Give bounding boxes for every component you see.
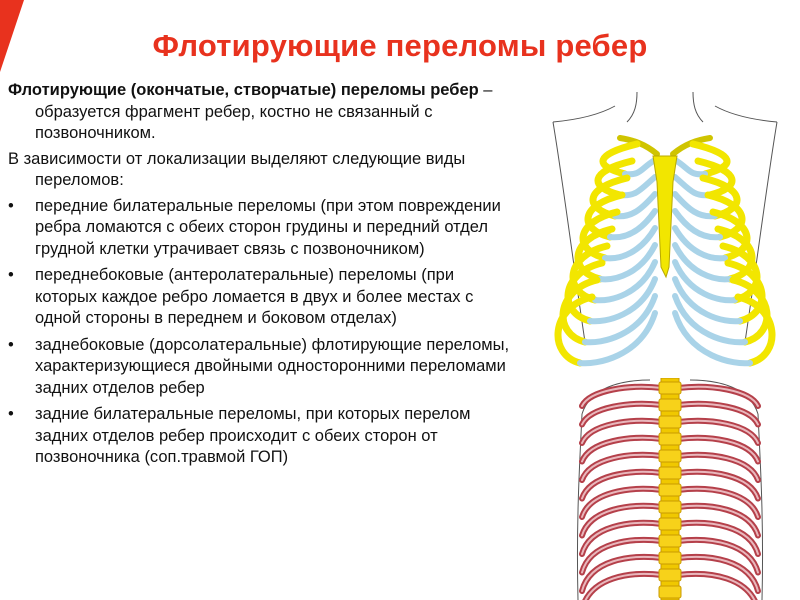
vertebra — [659, 484, 681, 496]
vertebra — [659, 467, 681, 479]
slide-title: Флотирующие переломы ребер — [152, 28, 648, 63]
vertebra — [659, 535, 681, 547]
vertebra — [659, 586, 681, 598]
posterior-rib — [582, 574, 662, 600]
list-item: • переднебоковые (антеролатеральные) переломы (при которых каждое ребро ломается в двух и более местах с одной стороны в переднем и боковом отделах) — [8, 265, 513, 330]
posterior-rib — [678, 472, 758, 499]
classification-paragraph: В зависимости от локализации выделяют следующие виды переломов: — [8, 149, 466, 189]
vertebra — [659, 518, 681, 530]
anterior-chest-illustration — [545, 92, 785, 367]
vertebra — [659, 399, 681, 411]
fracture-types-list — [8, 196, 513, 469]
vertebra — [659, 416, 681, 428]
vertebra — [659, 433, 681, 445]
posterior-rib — [678, 489, 758, 517]
posterior-rib — [582, 472, 662, 499]
posterior-rib — [678, 574, 758, 600]
list-item: • передние билатеральные переломы (при этом повреждении ребра ломаются с обеих сторон грудины и передний отдел грудной клетки утрачивает связь с позвоночником) — [8, 196, 513, 261]
intro-paragraph — [8, 80, 513, 145]
vertebra — [659, 569, 681, 581]
vertebra — [659, 382, 681, 394]
posterior-rib — [582, 489, 662, 517]
vertebra — [659, 552, 681, 564]
list-item: • задние билатеральные переломы, при которых перелом задних отделов ребер происходит с обеих сторон от позвоночника (соп.травмой ГОП) — [8, 404, 513, 469]
posterior-chest-illustration — [560, 378, 780, 600]
list-item: • заднебоковые (дорсолатеральные) флотирующие переломы, характеризующиеся двойными односторонними переломами задних отделов ребер — [8, 335, 513, 400]
slide-body — [8, 80, 513, 474]
vertebra — [659, 450, 681, 462]
intro-definition: – образуется фрагмент ребер, костно не связанный с позвоночником. — [35, 81, 493, 142]
intro-term: Флотирующие (окончатые, створчатые) переломы ребер — [8, 81, 479, 99]
vertebra — [659, 501, 681, 513]
